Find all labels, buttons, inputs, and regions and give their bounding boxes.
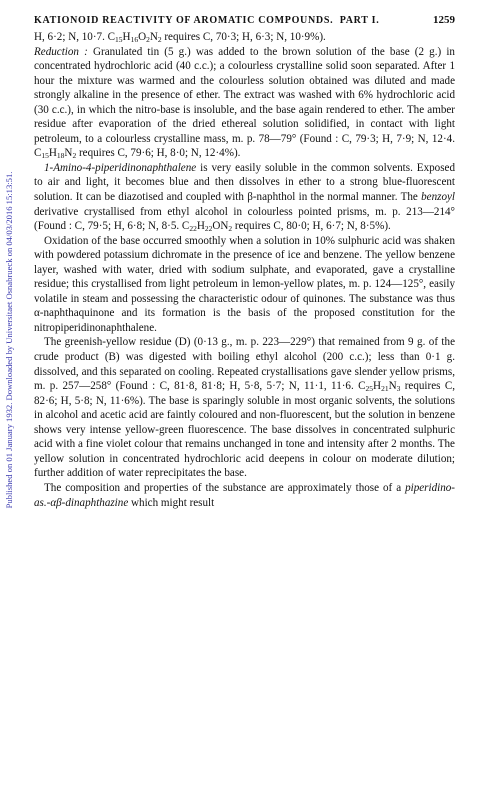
subscript: 2 [228, 224, 233, 234]
subscript: 2 [72, 151, 77, 161]
subscript: 15 [115, 35, 123, 44]
section-lead: Reduction : [34, 45, 88, 58]
running-head-title-text: KATIONOID REACTIVITY OF AROMATIC COMPOUNDS. [34, 15, 334, 26]
subscript: 25 [365, 384, 374, 394]
text-run: H [196, 220, 205, 233]
text-run: N [64, 147, 73, 160]
subscript: 3 [396, 384, 401, 394]
subscript: 2 [146, 35, 150, 44]
paragraph-composition [34, 481, 455, 510]
paragraph-analysis-end [34, 30, 455, 45]
text-run: requires C, 79·6; H, 8·0; N, 12·4%). [76, 147, 241, 160]
subscript: 2 [157, 35, 162, 44]
compound-name: 1-Amino-4-piperidinonaphthalene [44, 161, 197, 174]
text-run: N [149, 31, 158, 43]
text-run: The composition and properties of the substance are approximately those of a [44, 481, 406, 494]
compound-name: benzoyl [421, 191, 455, 204]
download-watermark [0, 60, 18, 620]
text-run: requires C, 82·6; H, 5·8; N, 11·6%). The base is sparingly soluble in most organic solvents, the solutions in alcohol and acetic acid are faintly coloured and non-fluorescent, but the solution in benzene shows very intense yellow-green fluorescence. The base dissolves in concentrated sulphuric acid with a fine violet colour that remains unchanged in tone and intensity after 2 months. The yellow solution in concentrated hydrochloric acid deepens in colour on moderate dilution; further addition of water reprecipitates the base. [34, 380, 455, 480]
subscript: 15 [41, 151, 49, 161]
journal-page [34, 14, 455, 510]
running-head-part: PART I. [339, 15, 380, 26]
subscript: 18 [56, 151, 65, 161]
subscript: 22 [204, 224, 213, 234]
paragraph-oxidation: Oxidation of the base occurred smoothly when a solution in 10% sulphuric acid was shaken with powdered potassium dichromate in the presence of ice and benzene. The yellow benzene layer, washed with water, dried with sodium sulphate, and evaporated, gave a crystalline residue; this crystallised from light petroleum in lemon-yellow plates, m. p. 124—125°, easily volatile in steam and possessing the characteristic odour of quinones. The substance was thus α-naphthaquinone and its formation is the basis of the proposed constitution for the nitropiperidinonaphthalene. [34, 234, 455, 334]
text-run: which might result [128, 496, 215, 509]
text-run: Granulated tin (5 g.) was added to the brown solution of the base (2 g.) in concentrated hydrochloric acid (40 c.c.); a colourless crystalline solid soon separated. After 1 hour the mixture was warmed and the colourless solution obtained was diluted and made strongly alkaline in the presence of ether. The extract was washed with 6% hydrochloric acid (30 c.c.), in which the nitro-base is insoluble, and the base again rendered to ether. The amber residue after evaporation of the dried ethereal solution solidified, in contact with light petroleum, to a colourless crystalline mass, m. p. 78—79° (Found : C, 79·3; H, 7·9; N, 12·4. C [34, 45, 455, 160]
text-run: H [122, 31, 131, 43]
text-run: H [373, 380, 382, 393]
text-run: ON [212, 220, 229, 233]
text-run: H, 6·2; N, 10·7. C [34, 31, 116, 43]
download-watermark-text: Published on 01 January 1932. Downloaded by Universitaet Osnabrueck on 04/03/2016 15:13:51. [4, 171, 14, 509]
running-head-title [34, 15, 379, 26]
subscript: 21 [381, 384, 389, 394]
paragraph-reduction [34, 45, 455, 161]
text-run: N [388, 380, 397, 393]
text-run: H [48, 147, 57, 160]
page-number: 1259 [433, 14, 455, 26]
article-body [34, 30, 455, 510]
paragraph-greenish-yellow-residue [34, 335, 455, 480]
subscript: 22 [189, 224, 197, 234]
text-run: is very easily soluble in the common solvents. Exposed to air and light, it becomes blue and then dissolves in ether to a strong blue-fluorescent solution. It can be diazotised and coupled with β-naphthol in the normal manner. The [34, 161, 455, 204]
text-run: derivative crystallised from ethyl alcohol in colourless pointed prisms, m. p. 213—214° (Found : C, 79·5; H, 6·8; N, 8·5. C [34, 205, 455, 233]
compound-name: piperidino-as.-αβ-dinaphthazine [34, 481, 455, 509]
text-run: The greenish-yellow residue (D) (0·13 g., m. p. 223—229°) that remained from 9 g. of the crude product (B) was digested with boiling ethyl alcohol (200 c.c.); less than 0·1 g. dissolved, and this separated on cooling. Repeated crystallisations gave slender yellow prisms, m. p. 257—258° (Found : C, 81·8, 81·8; H, 5·8, 5·7; N, 11·1, 11·6. C [34, 336, 455, 393]
text-run: requires C, 70·3; H, 6·3; N, 10·9%). [161, 31, 326, 43]
text-run: O [138, 31, 147, 43]
paragraph-aminopiperidinonaphthalene [34, 161, 455, 234]
running-head [34, 14, 455, 26]
subscript: 16 [130, 35, 139, 44]
text-run: requires C, 80·0; H, 6·7; N, 8·5%). [232, 220, 391, 233]
